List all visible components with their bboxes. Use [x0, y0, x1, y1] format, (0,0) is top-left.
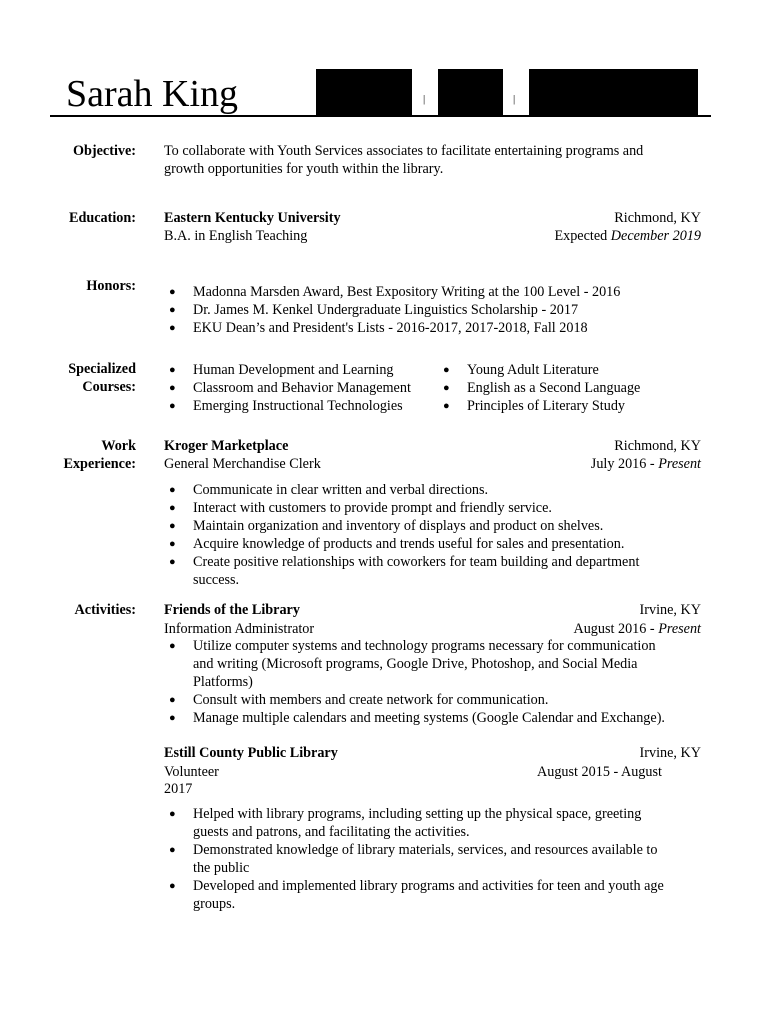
activity-date-prefix: August 2016 - [573, 621, 659, 637]
education-degree: B.A. in English Teaching [164, 228, 308, 244]
list-item: ● Maintain organization and inventory of displays and product on shelves. [164, 517, 639, 535]
honors-label: Honors: [86, 278, 136, 294]
list-item: ● Young Adult Literature [438, 361, 640, 379]
work-location: Richmond, KY [614, 438, 701, 454]
list-item-line: groups. [193, 896, 236, 912]
header-divider [50, 115, 711, 117]
activity-date-continued: 2017 [164, 781, 193, 797]
list-item-line: Platforms) [193, 674, 253, 690]
courses-label-line1: Specialized [68, 361, 136, 377]
redacted-contact-block [438, 69, 503, 115]
activity-duties-list [164, 637, 665, 727]
header-separator: | [513, 93, 516, 105]
list-item-line: guests and patrons, and facilitating the activities. [193, 824, 470, 840]
list-item: ● Madonna Marsden Award, Best Expository Writing at the 100 Level - 2016 [164, 283, 620, 301]
courses-list-right [438, 361, 640, 415]
list-item: ● Interact with customers to provide prompt and friendly service. [164, 499, 639, 517]
list-item [164, 805, 664, 841]
list-item: ● Principles of Literary Study [438, 397, 640, 415]
list-item-line: the public [193, 860, 250, 876]
education-label: Education: [68, 210, 136, 226]
activity-date-present: Present [658, 621, 701, 637]
list-item: ● EKU Dean’s and President's Lists - 2016-2017, 2017-2018, Fall 2018 [164, 319, 620, 337]
honors-list [164, 283, 620, 337]
objective-label: Objective: [72, 143, 136, 159]
education-date-prefix: Expected [554, 228, 611, 244]
activity-date: August 2015 - August [537, 764, 662, 780]
activity-title: Information Administrator [164, 621, 315, 637]
work-date-present: Present [658, 456, 701, 472]
list-item-line: Utilize computer systems and technology programs necessary for communication [193, 638, 656, 654]
list-item: ● Communicate in clear written and verbal directions. [164, 481, 639, 499]
activity-title: Volunteer [164, 764, 219, 780]
redacted-contact-block [529, 69, 698, 115]
list-item: ● Manage multiple calendars and meeting systems (Google Calendar and Exchange). [164, 709, 665, 727]
education-date [554, 227, 701, 245]
objective-line: growth opportunities for youth within the library. [164, 161, 444, 177]
activity-org: Friends of the Library [164, 602, 300, 618]
courses-list-left [164, 361, 411, 415]
work-date-prefix: July 2016 - [590, 456, 659, 472]
list-item-line: Helped with library programs, including setting up the physical space, greeting [193, 806, 642, 822]
education-school: Eastern Kentucky University [164, 210, 341, 226]
activities-label: Activities: [74, 602, 136, 618]
activity-location: Irvine, KY [639, 602, 701, 618]
list-item: ● Classroom and Behavior Management [164, 379, 411, 397]
list-item: ● Human Development and Learning [164, 361, 411, 379]
list-item [164, 637, 665, 691]
activity-duties-list [164, 805, 664, 913]
work-employer: Kroger Marketplace [164, 438, 289, 454]
activity-location: Irvine, KY [639, 745, 701, 761]
list-item: ● Dr. James M. Kenkel Undergraduate Linguistics Scholarship - 2017 [164, 301, 620, 319]
list-item-line: and writing (Microsoft programs, Google Drive, Photoshop, and Social Media [193, 656, 638, 672]
activity-org: Estill County Public Library [164, 745, 338, 761]
activity-date [573, 620, 701, 638]
list-item: ● Acquire knowledge of products and trends useful for sales and presentation. [164, 535, 639, 553]
work-duties-list [164, 481, 639, 589]
list-item-line: success. [193, 572, 240, 588]
candidate-name: Sarah King [66, 73, 239, 115]
list-item: ● Emerging Instructional Technologies [164, 397, 411, 415]
education-location: Richmond, KY [614, 210, 701, 226]
education-date-value: December 2019 [610, 228, 701, 244]
list-item-line: Demonstrated knowledge of library materials, services, and resources available to [193, 842, 658, 858]
redacted-contact-block [316, 69, 412, 115]
list-item [164, 553, 639, 589]
list-item-line: Create positive relationships with coworkers for team building and department [193, 554, 640, 570]
work-label-line1: Work [101, 438, 136, 454]
header-separator: | [423, 93, 426, 105]
work-label-line2: Experience: [63, 456, 136, 472]
list-item [164, 877, 664, 913]
list-item [164, 841, 664, 877]
list-item: ● Consult with members and create network for communication. [164, 691, 665, 709]
list-item: ● English as a Second Language [438, 379, 640, 397]
work-title: General Merchandise Clerk [164, 456, 321, 472]
objective-line: To collaborate with Youth Services associates to facilitate entertaining programs and [164, 143, 644, 159]
work-date [591, 455, 701, 473]
courses-label-line2: Courses: [82, 379, 136, 395]
list-item-line: Developed and implemented library programs and activities for teen and youth age [193, 878, 664, 894]
